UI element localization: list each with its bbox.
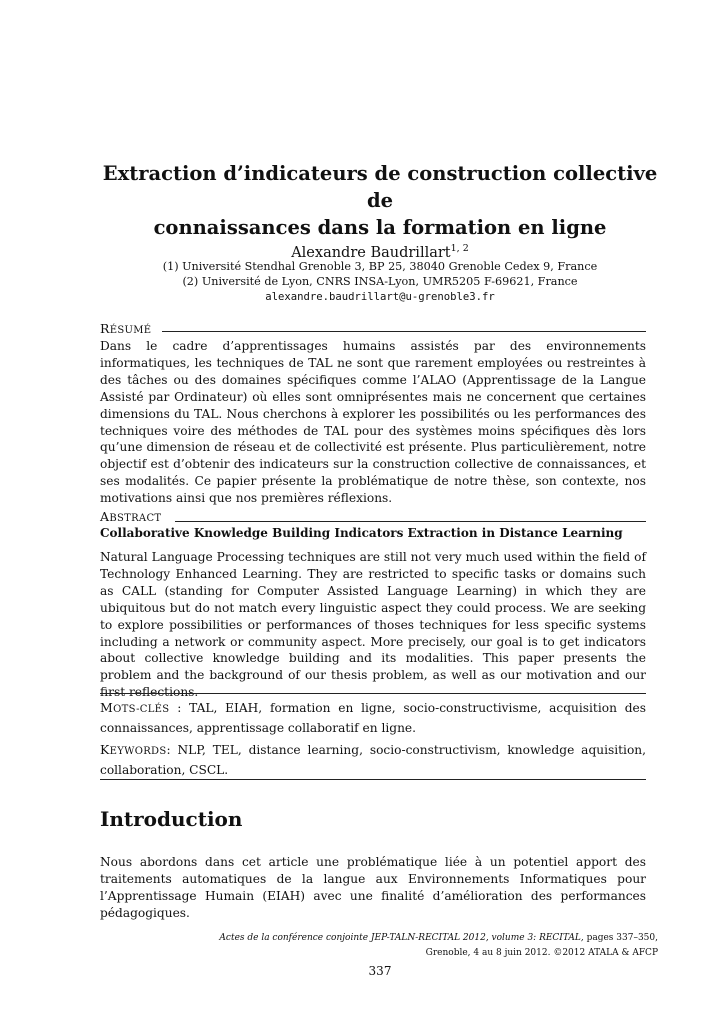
resume-heading [100, 321, 151, 336]
resume-rule [162, 331, 646, 332]
resume-heading-rest: ÉSUMÉ [109, 325, 152, 336]
paper-title [100, 160, 660, 241]
footer-line-1 [219, 931, 658, 946]
keywords-fr-label [100, 700, 169, 715]
introduction-text: Nous abordons dans cet article une problématique liée à un potentiel apport des traitements automatiques de la langue aux Environnements Informatiques pour l’Apprentissage Humain (EIAH) avec une finalité d’amélioration des performances pédagogiques. [100, 855, 646, 920]
keywords-en-separator: : [166, 743, 178, 757]
footer-proceedings: Actes de la conférence conjointe JEP-TALN-RECITAL 2012, volume 3: RECITAL, [219, 933, 584, 943]
abstract-rule [175, 521, 646, 522]
author-affiliation-marks: 1, 2 [450, 243, 469, 254]
keywords-en-label-initial: K [100, 742, 110, 757]
keywords-en-label-rest: EYWORDS [109, 746, 167, 757]
keywords-fr [100, 698, 646, 738]
introduction-heading: Introduction [100, 807, 243, 831]
author-line [100, 240, 660, 262]
footer-line-2: Grenoble, 4 au 8 juin 2012. ©2012 ATALA & AFCP [425, 948, 658, 958]
keywords-en [100, 740, 646, 780]
keywords-fr-text: TAL, EIAH, formation en ligne, socio-constructivisme, acquisition des connaissances, apprentissage collaboratif en ligne. [100, 701, 646, 735]
footer-pages: pages 337–350, [583, 933, 658, 943]
keywords-en-text: NLP, TEL, distance learning, socio-constructivism, knowledge aquisition, collaboration, CSCL. [100, 743, 647, 777]
keywords-fr-label-rest: OTS-CLÉS [113, 704, 170, 715]
keywords-en-label [100, 742, 167, 757]
keywords-fr-separator: : [169, 701, 190, 715]
author-email: alexandre.baudrillart@u-grenoble3.fr [265, 291, 495, 303]
title-line-1: Extraction d’indicateurs de construction collective de [102, 162, 658, 212]
abstract-heading-rest: BSTRACT [109, 513, 162, 524]
abstract-heading-initial: A [100, 509, 110, 524]
abstract-text: Natural Language Processing techniques are still not very much used within the field of Technology Enhanced Learning. They are restricted to specific tasks or domains such as CALL (standing for Computer Assisted Language Learning) in which they are ubiquitous but do not match every linguistic aspect they could process. We are seeking to explore possibilities or performances of thoses techniques for less specific systems including a network or community aspect. More precisely, our goal is to get indicators about collective knowledge building and its modalities. This paper presents the problem and the background of our thesis problem, as well as our motivation and our first reflections. [100, 550, 646, 700]
affiliation-1: (1) Université Stendhal Grenoble 3, BP 25, 38040 Grenoble Cedex 9, France [162, 260, 598, 273]
keywords-bottom-rule [100, 779, 646, 780]
footer-citation [219, 931, 658, 961]
affiliation-2: (2) Université de Lyon, CNRS INSA-Lyon, UMR5205 F-69621, France [182, 275, 578, 288]
resume-text: Dans le cadre d’apprentissages humains assistés par des environnements informatiques, les techniques de TAL ne sont que rarement employées ou restreintes à des tâches ou des domaines spécifiques comme l’ALAO (Apprentissage de la Langue Assisté par Ordinateur) où elles sont omniprésentes mais ne concernent que certaines dimensions du TAL. Nous cherchons à explorer les possibilités ou les performances des techniques voire des méthodes de TAL pour des systèmes moins spécifiques dès lors qu’une dimension de réseau et de collectivité est présente. Plus particulièrement, notre objectif est d’obtenir des indicateurs sur la construction collective de connaissances, et ses modalités. Ce papier présente la problématique de notre thèse, son contexte, nos motivations ainsi que nos premières réflexions. [100, 339, 646, 506]
title-line-2: connaissances dans la formation en ligne [153, 216, 607, 239]
author-name: Alexandre Baudrillart [291, 244, 451, 261]
abstract-heading [100, 509, 161, 524]
keywords-fr-label-initial: M [100, 700, 114, 715]
page-number: 337 [368, 964, 392, 978]
abstract-english-title: Collaborative Knowledge Building Indicators Extraction in Distance Learning [100, 526, 623, 540]
resume-heading-initial: R [100, 321, 110, 336]
keywords-top-rule [100, 693, 646, 694]
